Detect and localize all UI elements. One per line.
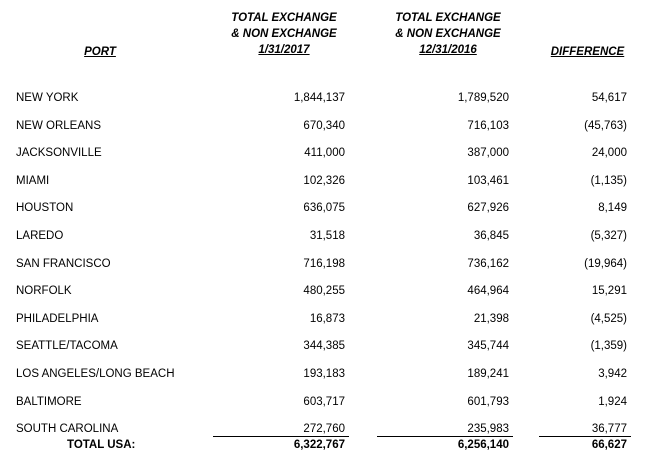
value-dec-2016: 627,926 (467, 202, 509, 214)
header-line-2: & NON EXCHANGE (395, 28, 501, 40)
header-line-1: TOTAL EXCHANGE (231, 12, 337, 24)
total-difference: 66,627 (591, 439, 627, 451)
table-row (0, 228, 649, 244)
value-dec-2016: 387,000 (467, 147, 509, 159)
value-jan-2017: 31,518 (309, 229, 345, 242)
total-jan-2017: 6,322,767 (293, 439, 345, 451)
value-dec-2016: 716,103 (467, 119, 509, 132)
value-jan-2017: 102,326 (303, 174, 345, 187)
port-name: NORFOLK (16, 285, 72, 297)
value-dec-2016: 21,398 (473, 313, 509, 325)
port-name: SAN FRANCISCO (16, 257, 111, 270)
header-difference (535, 44, 640, 60)
table-row (0, 283, 649, 299)
value-difference: (4,525) (590, 313, 627, 325)
total-label: TOTAL USA: (67, 439, 136, 451)
value-jan-2017: 636,075 (303, 202, 345, 214)
value-jan-2017: 716,198 (303, 257, 345, 270)
value-difference: 15,291 (591, 285, 627, 297)
value-difference: (45,763) (584, 119, 627, 132)
port-name: HOUSTON (16, 202, 74, 214)
table-row (0, 394, 649, 410)
value-difference: 3,942 (598, 367, 627, 380)
header-line-1: TOTAL EXCHANGE (395, 12, 501, 24)
header-line-2: & NON EXCHANGE (231, 28, 337, 40)
header-date: 1/31/2017 (258, 44, 310, 56)
value-dec-2016: 1,789,520 (457, 92, 509, 104)
value-difference: 1,924 (598, 395, 627, 408)
value-difference: 8,149 (598, 202, 627, 214)
header-port (60, 44, 140, 60)
value-dec-2016: 601,793 (467, 395, 509, 408)
value-difference: 36,777 (591, 423, 627, 435)
header-port-label: PORT (84, 46, 116, 58)
value-dec-2016: 189,241 (467, 367, 509, 380)
value-jan-2017: 1,844,137 (293, 92, 345, 104)
value-difference: 54,617 (591, 92, 627, 104)
table-row (0, 200, 649, 216)
table-row (0, 366, 649, 382)
table-row (0, 256, 649, 272)
value-dec-2016: 736,162 (467, 257, 509, 270)
value-jan-2017: 193,183 (303, 367, 345, 380)
value-jan-2017: 272,760 (303, 423, 345, 435)
value-jan-2017: 670,340 (303, 119, 345, 132)
value-dec-2016: 464,964 (467, 285, 509, 297)
table-row (0, 311, 649, 327)
port-name: NEW ORLEANS (16, 119, 101, 132)
value-dec-2016: 235,983 (467, 423, 509, 435)
header-difference-label: DIFFERENCE (550, 46, 625, 58)
port-name: PHILADELPHIA (16, 313, 99, 325)
value-jan-2017: 603,717 (303, 395, 345, 408)
value-difference: (1,359) (590, 340, 627, 352)
port-name: BALTIMORE (16, 395, 82, 408)
value-jan-2017: 480,255 (303, 285, 345, 297)
header-total-dec-2016 (378, 10, 518, 58)
value-jan-2017: 411,000 (304, 147, 345, 159)
value-jan-2017: 16,873 (309, 313, 345, 325)
value-jan-2017: 344,385 (303, 340, 345, 352)
value-dec-2016: 345,744 (467, 340, 509, 352)
port-name: LOS ANGELES/LONG BEACH (16, 367, 175, 380)
table-row (0, 421, 649, 437)
value-difference: (5,327) (590, 229, 627, 242)
table-row (0, 338, 649, 354)
table-row (0, 118, 649, 134)
table-row (0, 173, 649, 189)
header-date: 12/31/2016 (419, 44, 477, 56)
port-name: JACKSONVILLE (16, 147, 102, 159)
value-dec-2016: 103,461 (467, 174, 509, 187)
table-row (0, 145, 649, 161)
port-name: MIAMI (16, 174, 50, 187)
port-name: NEW YORK (16, 92, 79, 104)
total-row (0, 437, 649, 453)
port-name: SOUTH CAROLINA (16, 423, 119, 435)
header-total-jan-2017 (214, 10, 354, 58)
value-difference: 24,000 (591, 147, 627, 159)
total-dec-2016: 6,256,140 (457, 439, 509, 451)
value-difference: (1,135) (590, 174, 627, 187)
port-name: SEATTLE/TACOMA (16, 340, 118, 352)
value-dec-2016: 36,845 (473, 229, 509, 242)
value-difference: (19,964) (584, 257, 627, 270)
port-name: LAREDO (16, 229, 64, 242)
table-row (0, 90, 649, 106)
